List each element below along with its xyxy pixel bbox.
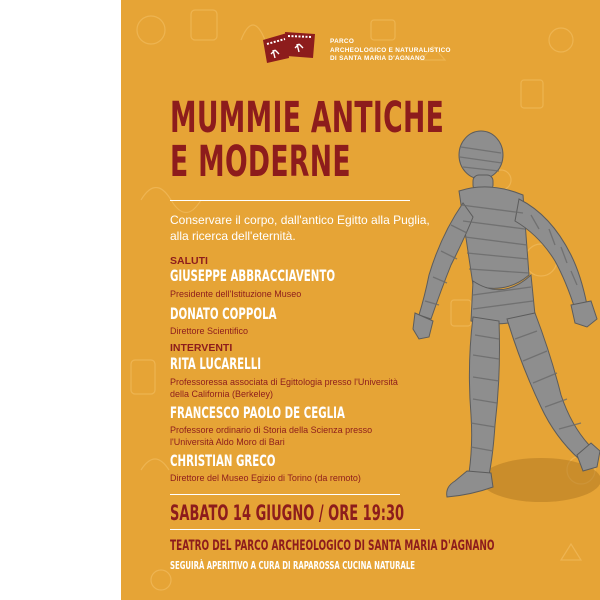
section-heading-interventi: INTERVENTI bbox=[170, 342, 233, 354]
title-line: E MODERNE bbox=[170, 137, 351, 187]
event-poster bbox=[121, 0, 600, 600]
title-line: MUMMIE ANTICHE bbox=[170, 93, 445, 143]
divider bbox=[170, 529, 420, 530]
event-venue: TEATRO DEL PARCO ARCHEOLOGICO DI SANTA MARIA D'AGNANO bbox=[170, 538, 495, 554]
speaker-role bbox=[170, 425, 430, 448]
speaker-role-line: Direttore Scientifico bbox=[170, 326, 249, 336]
speaker-role bbox=[170, 473, 430, 485]
subtitle-line: alla ricerca dell'eternità. bbox=[170, 229, 296, 243]
speaker-name: DONATO COPPOLA bbox=[170, 304, 277, 323]
speaker-role bbox=[170, 289, 430, 301]
speaker-role-line: Presidente dell'Istituzione Museo bbox=[170, 289, 302, 299]
speaker-role bbox=[170, 377, 430, 400]
event-title bbox=[170, 93, 445, 187]
divider bbox=[170, 494, 400, 495]
organization-line: DI SANTA MARIA D'AGNANO bbox=[330, 55, 426, 63]
speaker-role bbox=[170, 326, 430, 338]
speaker-name: CHRISTIAN GRECO bbox=[170, 451, 276, 470]
organization-line: ARCHEOLOGICO E NATURALISTICO bbox=[330, 46, 451, 54]
speaker-role-line: Professore ordinario di Storia della Scienza presso bbox=[170, 425, 373, 435]
park-logo bbox=[261, 30, 319, 64]
speaker-name: RITA LUCARELLI bbox=[170, 354, 262, 373]
event-note: SEGUIRÀ APERITIVO A CURA DI RAPAROSSA CUCINA NATURALE bbox=[170, 560, 415, 572]
organization-line: PARCO bbox=[330, 38, 355, 45]
organization-name bbox=[330, 38, 451, 64]
subtitle-line: Conservare il corpo, dall'antico Egitto alla Puglia, bbox=[170, 213, 430, 227]
event-date: SABATO 14 GIUGNO / ORE 19:30 bbox=[170, 501, 405, 525]
speaker-role-line: della California (Berkeley) bbox=[170, 388, 274, 399]
speaker-name: FRANCESCO PAOLO DE CEGLIA bbox=[170, 403, 345, 422]
mummy-figure bbox=[411, 125, 600, 525]
speaker-name: GIUSEPPE ABBRACCIAVENTO bbox=[170, 266, 336, 285]
speaker-role-line: Professoressa associata di Egittologia presso l'Università bbox=[170, 377, 398, 387]
speaker-role-line: l'Università Aldo Moro di Bari bbox=[170, 436, 285, 447]
speaker-role-line: Direttore del Museo Egizio di Torino (da remoto) bbox=[170, 473, 361, 483]
section-heading-saluti: SALUTI bbox=[170, 255, 208, 267]
divider bbox=[170, 200, 410, 201]
